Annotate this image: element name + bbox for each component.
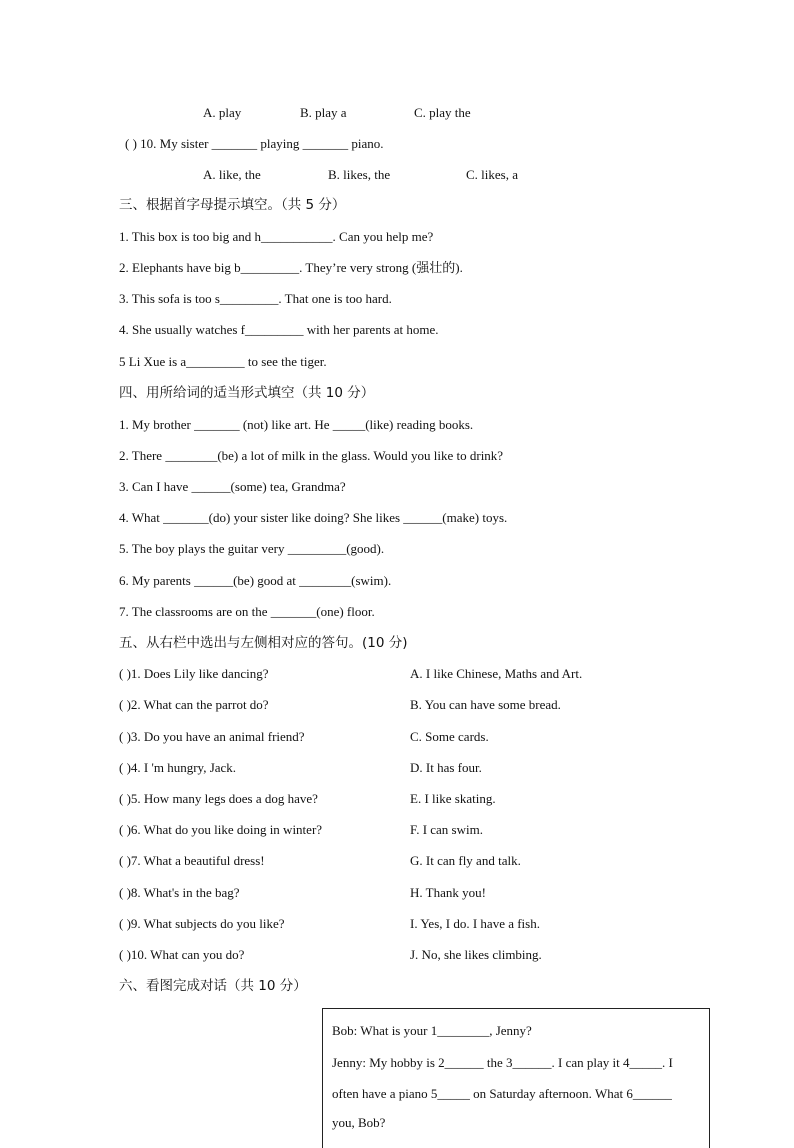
- q9-option-c: C. play the: [414, 105, 471, 120]
- match-left-item: [119, 791, 318, 807]
- answer-paren: ( ): [119, 697, 131, 712]
- match-question: 7. What a beautiful dress!: [130, 853, 265, 868]
- match-question: 1. Does Lily like dancing?: [130, 666, 269, 681]
- match-right-item: E. I like skating.: [410, 791, 496, 806]
- section4-item: 1. My brother _______ (not) like art. He _____(like) reading books.: [119, 417, 474, 432]
- match-left-item: [119, 885, 240, 901]
- answer-paren: ( ): [119, 916, 131, 931]
- section5-heading: 五、从右栏中选出与左侧相对应的答句。(10 分): [119, 635, 408, 651]
- q10-line: [125, 136, 384, 152]
- answer-paren: ( ): [119, 729, 131, 744]
- match-right-item: F. I can swim.: [410, 822, 483, 837]
- answer-paren: ( ): [119, 947, 131, 962]
- q10-option-a: A. like, the: [203, 167, 261, 182]
- match-left-item: [119, 760, 236, 776]
- q9-option-a: A. play: [203, 105, 242, 120]
- match-question: 6. What do you like doing in winter?: [130, 822, 323, 837]
- match-left-item: [119, 729, 305, 745]
- match-right-item: A. I like Chinese, Maths and Art.: [410, 666, 583, 681]
- match-question: 2. What can the parrot do?: [130, 697, 269, 712]
- match-right-item: B. You can have some bread.: [410, 697, 561, 712]
- match-question: 8. What's in the bag?: [130, 885, 240, 900]
- dialog-line: Jenny: My hobby is 2______ the 3______. I can play it 4_____. I: [332, 1055, 673, 1070]
- section4-item: 2. There ________(be) a lot of milk in the glass. Would you like to drink?: [119, 448, 504, 463]
- match-left-item: [119, 666, 268, 682]
- answer-paren: ( ): [125, 136, 137, 151]
- section3-item: 3. This sofa is too s_________. That one is too hard.: [119, 291, 392, 306]
- section4-item: 7. The classrooms are on the _______(one) floor.: [119, 604, 375, 619]
- section3-item: 5 Li Xue is a_________ to see the tiger.: [119, 354, 327, 369]
- match-right-item: I. Yes, I do. I have a fish.: [410, 916, 540, 931]
- answer-paren: ( ): [119, 853, 131, 868]
- match-left-item: [119, 853, 265, 869]
- section3-item: 4. She usually watches f_________ with her parents at home.: [119, 322, 439, 337]
- section4-item: 6. My parents ______(be) good at ________(swim).: [119, 573, 392, 588]
- q10-option-b: B. likes, the: [328, 167, 391, 182]
- section3-item: 1. This box is too big and h___________. Can you help me?: [119, 229, 434, 244]
- section4-item: 3. Can I have ______(some) tea, Grandma?: [119, 479, 346, 494]
- match-question: 10. What can you do?: [130, 947, 245, 962]
- section4-heading: 四、用所给词的适当形式填空（共 10 分）: [119, 385, 375, 401]
- q9-option-b: B. play a: [300, 105, 347, 120]
- match-right-item: C. Some cards.: [410, 729, 489, 744]
- match-left-item: [119, 947, 244, 963]
- section3-heading: 三、根据首字母提示填空。（共 5 分）: [119, 197, 346, 213]
- dialog-line: often have a piano 5_____ on Saturday afternoon. What 6______: [332, 1086, 672, 1101]
- match-left-item: [119, 822, 322, 838]
- match-question: 5. How many legs does a dog have?: [130, 791, 318, 806]
- q10-option-c: C. likes, a: [466, 167, 518, 182]
- answer-paren: ( ): [119, 760, 131, 775]
- match-left-item: [119, 697, 269, 713]
- match-right-item: D. It has four.: [410, 760, 482, 775]
- match-left-item: [119, 916, 284, 932]
- q10-text: 10. My sister _______ playing _______ piano.: [140, 136, 384, 151]
- dialog-line: you, Bob?: [332, 1115, 386, 1130]
- answer-paren: ( ): [119, 822, 131, 837]
- section4-item: 5. The boy plays the guitar very _________(good).: [119, 541, 385, 556]
- section6-heading: 六、看图完成对话（共 10 分）: [119, 978, 307, 994]
- match-question: 4. I 'm hungry, Jack.: [130, 760, 237, 775]
- answer-paren: ( ): [119, 885, 131, 900]
- match-question: 9. What subjects do you like?: [130, 916, 285, 931]
- match-question: 3. Do you have an animal friend?: [130, 729, 305, 744]
- section4-item: 4. What _______(do) your sister like doing? She likes ______(make) toys.: [119, 510, 508, 525]
- match-right-item: H. Thank you!: [410, 885, 486, 900]
- answer-paren: ( ): [119, 666, 131, 681]
- dialog-box: [322, 1008, 710, 1148]
- match-right-item: J. No, she likes climbing.: [410, 947, 542, 962]
- dialog-line: Bob: What is your 1________, Jenny?: [332, 1023, 532, 1038]
- match-right-item: G. It can fly and talk.: [410, 853, 521, 868]
- section3-item: 2. Elephants have big b_________. They’re very strong (强壮的).: [119, 260, 463, 275]
- answer-paren: ( ): [119, 791, 131, 806]
